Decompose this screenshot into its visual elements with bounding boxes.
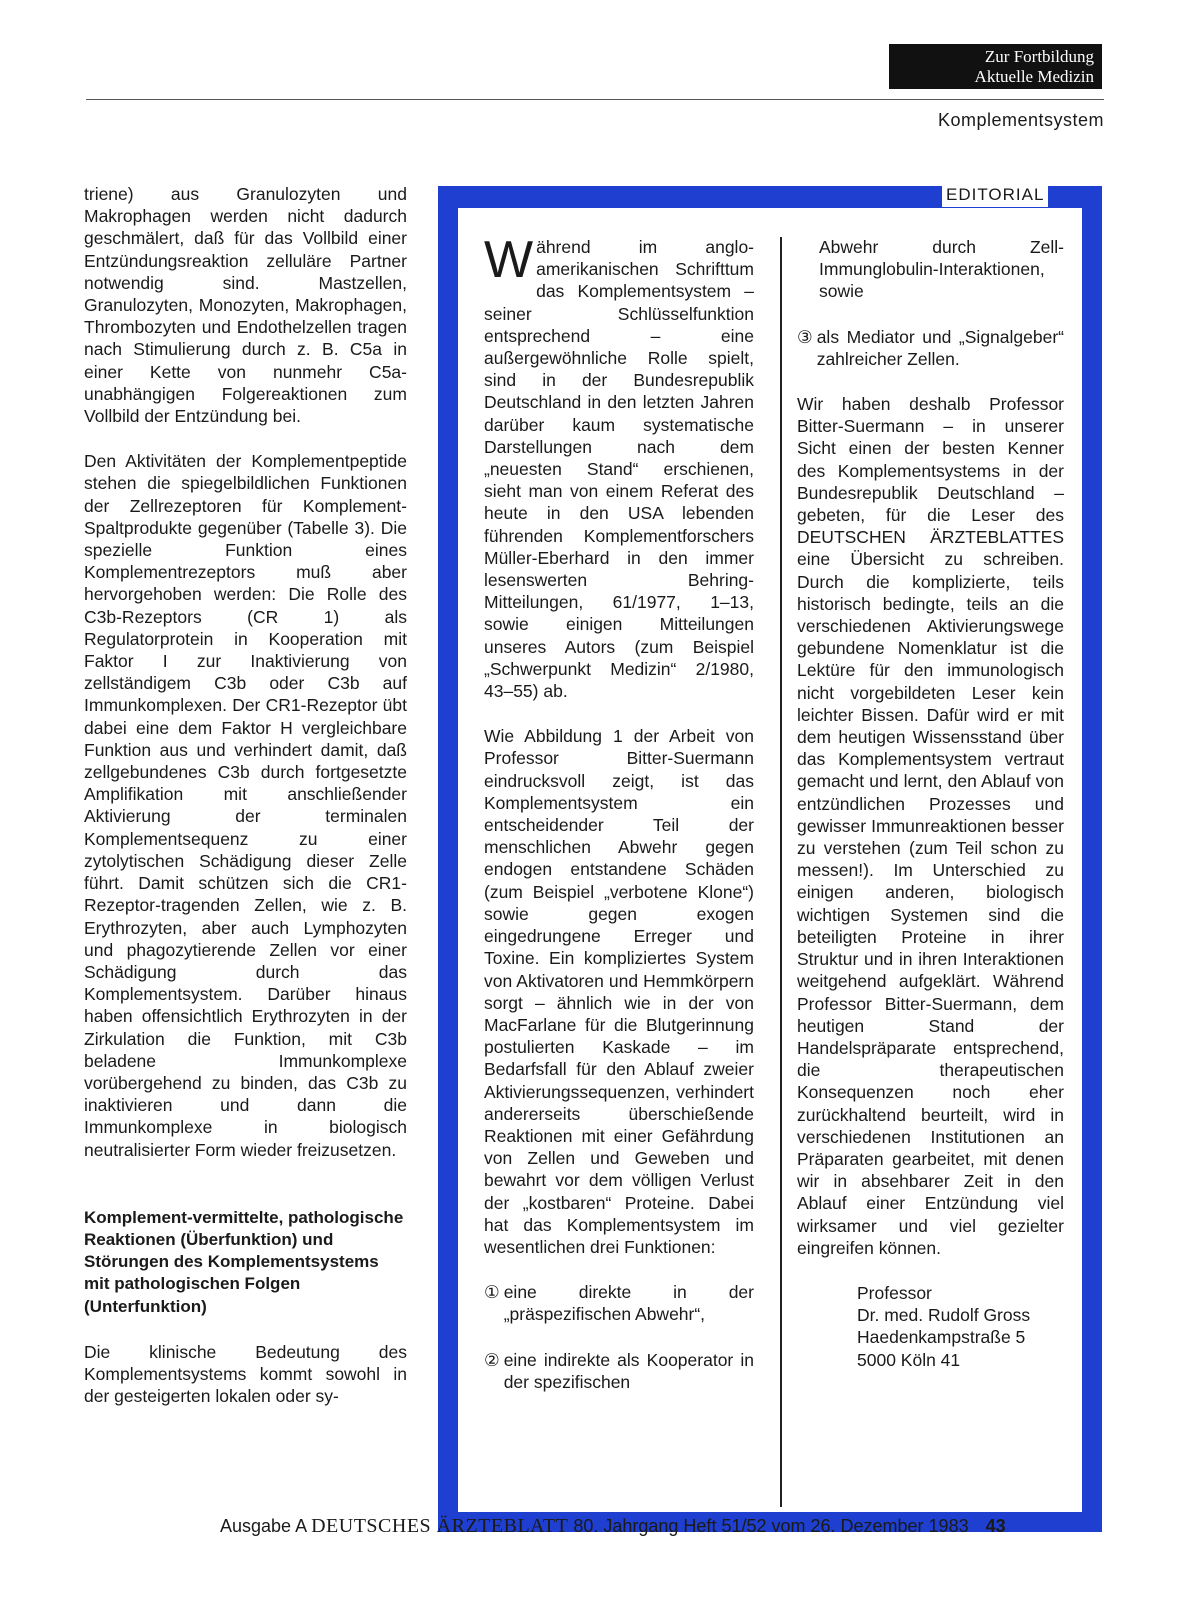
- editorial-paragraph-1: [484, 231, 754, 702]
- signature-block: [797, 1282, 1064, 1371]
- badge-line-1: Zur Fortbildung: [984, 47, 1094, 66]
- editorial-label: EDITORIAL: [942, 183, 1048, 207]
- page-number: 43: [985, 1516, 1006, 1536]
- badge-line-2: Aktuelle Medizin: [974, 67, 1094, 86]
- list-item: [797, 326, 1064, 370]
- footer-edition: Ausgabe A: [220, 1516, 307, 1536]
- list-item-1-text: eine direkte in der „präspezifischen Abwehr“,: [503, 1282, 754, 1325]
- left-column: [84, 183, 407, 1407]
- left-section-heading: Komplement-vermittelte, pathologische Reaktionen (Überfunktion) und Störungen des Komplementsystems mit pathologischen Folgen (Unterfunktion): [84, 1207, 404, 1316]
- editorial-column-b: [797, 236, 1064, 1371]
- editorial-paragraph-1-text: ährend im anglo-amerikanischen Schrifttum das Komplementsystem – seiner Schlüsselfunktion entsprechend – eine außergewöhnliche Rolle spielt, sind in der Bundesrepublik Deutschland in den letzten Jahren darüber kaum systematische Darstellungen nach dem „neuesten Stand“ erschienen, sieht man von einem Referat des heute in den USA lebenden führenden Komplementforschers Müller-Eberhard in den immer lesenswerten Behring-Mitteilungen, 61/1977, 1–13, sowie einigen Mitteilungen unseres Autors (zum Beispiel „Schwerpunkt Medizin“ 2/1980, 43–55) ab.: [484, 237, 754, 702]
- section-title: Komplementsystem: [937, 110, 1104, 130]
- signature-street: Haedenkampstraße 5: [857, 1327, 1026, 1348]
- signature-city: 5000 Köln 41: [857, 1349, 961, 1370]
- drop-cap: W: [484, 231, 534, 289]
- list-item-2-text: eine indirekte als Kooperator in der spezifischen: [503, 1349, 754, 1392]
- footer-issue: 80. Jahrgang Heft 51/52 vom 26. Dezember 1983: [573, 1516, 969, 1536]
- page-footer: [220, 1515, 1006, 1538]
- list-item: [484, 1349, 754, 1393]
- editorial-column-divider: [780, 237, 782, 1507]
- editorial-paragraph-3: Wir haben deshalb Professor Bitter-Suermann – in unserer Sicht einen der besten Kenner des Komplementsystems in der Bundesrepublik Deutschland – gebeten, für die Leser des DEUTSCHEN ÄRZTEBLATTES eine Übersicht zu schreiben. Durch die komplizierte, teils historisch bedingte, teils an die verschiedenen Aktivierungswege gebundene Nomenklatur ist die Lektüre für den immunologisch nicht vorgebildeten Leser kein leichter Bissen. Dafür wird er mit dem heutigen Wissensstand über das Komplementsystem vertraut gemacht und lernt, den Ablauf von entzündlichen Prozesses und gewisser Immunreaktionen besser zu verstehen (zum Teil schon zu messen!). Im Unterschied zu einigen anderen, biologisch wichtigen Systemen sind die beteiligten Proteine in ihrer Struktur und in ihren Interaktionen weitgehend aufgeklärt. Während Professor Bitter-Suermann, dem heutigen Stand der Handelspräparate entsprechend, die therapeutischen Konsequenzen noch eher zurückhaltend beurteilt, wird in verschiedenen Institutionen an Präparaten gearbeitet, mit denen wir in absehbarer Zeit in den Ablauf einer Entzündung viel wirksamer und viel gezielter eingreifen können.: [797, 394, 1064, 1258]
- editorial-column-a: [484, 231, 754, 1393]
- circled-number-2: ②: [484, 1349, 500, 1370]
- circled-number-3: ③: [797, 326, 813, 347]
- left-paragraph-3: Die klinische Bedeutung des Komplementsystems kommt sowohl in der gesteigerten lokalen oder sy-: [84, 1341, 407, 1407]
- list-item: [484, 1281, 754, 1325]
- editorial-paragraph-2: Wie Abbildung 1 der Arbeit von Professor Bitter-Suermann eindrucksvoll zeigt, ist das Komplementsystem ein entscheidender Teil der menschlichen Abwehr gegen endogen entstandene Schäden (zum Beispiel „verbotene Klone“) sowie gegen exogen eingedrungene Erreger und Toxine. Ein kompliziertes System von Aktivatoren und Hemmkörpern sorgt – ähnlich wie in der von MacFarlane für die Blutgerinnung postulierten Kaskade – im Bedarfsfall für den Ablauf zweier Aktivierungssequenzen, verhindert andererseits überschießende Reaktionen mit einer Gefährdung von Zellen und Geweben und bewahrt vor dem völligen Verlust der „kostbaren“ Proteine. Dabei hat das Komplementsystem im wesentlichen drei Funktionen:: [484, 726, 754, 1257]
- section-badge: [889, 44, 1102, 89]
- header-rule: [86, 99, 1104, 100]
- list-item-2-continued: Abwehr durch Zell-Immunglobulin-Interaktionen, sowie: [819, 237, 1064, 302]
- footer-magazine: DEUTSCHES ÄRZTEBLATT: [311, 1515, 569, 1537]
- left-paragraph-1: triene) aus Granulozyten und Makrophagen werden nicht dadurch geschmälert, daß für das Vollbild einer Entzündungsreaktion zelluläre Partner notwendig sind. Mastzellen, Granulozyten, Monozyten, Makrophagen, Thrombozyten und Endothelzellen tragen nach Stimulierung durch z. B. C5a in einer Kette von nunmehr C5a-unabhängigen Folgereaktionen zum Vollbild der Entzündung bei.: [84, 184, 407, 427]
- signature-title: Professor: [857, 1282, 932, 1303]
- circled-number-1: ①: [484, 1282, 500, 1303]
- left-paragraph-2: Den Aktivitäten der Komplementpeptide stehen die spiegelbildlichen Funktionen der Zellrezeptoren für Komplement-Spaltprodukte gegenüber (Tabelle 3). Die spezielle Funktion eines Komplementrezeptors muß aber hervorgehoben werden: Die Rolle des C3b-Rezeptors (CR 1) als Regulatorprotein in Kooperation mit Faktor I zur Inaktivierung von zellständigem C3b oder C3b auf Immunkomplexen. Der CR1-Rezeptor übt dabei eine dem Faktor H vergleichbare Funktion aus und verhindert damit, daß zellgebundenes C3b durch fortgesetzte Amplifikation mit anschließender Aktivierung der terminalen Komplementsequenz zu einer zytolytischen Schädigung dieser Zelle führt. Damit schützen sich die CR1-Rezeptor-tragenden Zellen, wie z. B. Erythrozyten, aber auch Lymphozyten und phagozytierende Zellen vor einer Schädigung durch das Komplementsystem. Darüber hinaus haben offensichtlich Erythrozyten in der Zirkulation die Funktion, mit C3b beladene Immunkomplexe vorübergehend zu binden, das C3b zu inaktivieren und dann die Immunkomplexe in biologisch neutralisierter Form wieder freizusetzen.: [84, 451, 407, 1160]
- signature-name: Dr. med. Rudolf Gross: [857, 1305, 1031, 1326]
- list-item-3-text: als Mediator und „Signalgeber“ zahlreicher Zellen.: [816, 326, 1064, 369]
